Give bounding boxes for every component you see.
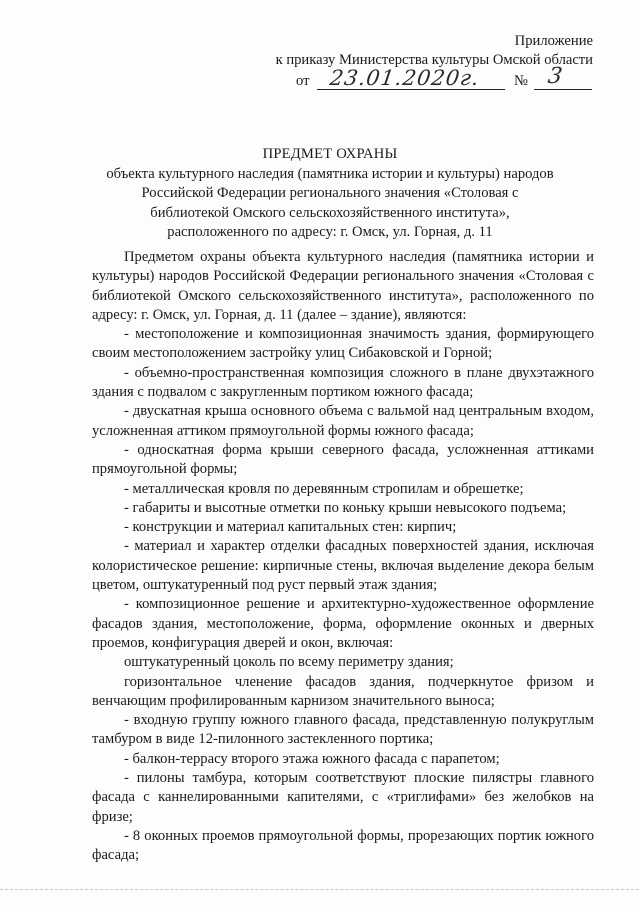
list-item: - двускатная крыша основного объема с вальмой над центральным входом, усложненная аттиком прямоугольной формы южного фасада; xyxy=(92,403,594,439)
list-item: - односкатная форма крыши северного фасада, усложненная аттиками прямоугольной формы; xyxy=(92,441,594,478)
list-item: - 8 оконных проемов прямоугольной формы, прорезающих портик южного фасада; xyxy=(92,827,594,864)
document-body xyxy=(92,248,594,866)
list-item: - металлическая кровля по деревянным стропилам и обрешетке; xyxy=(124,480,524,497)
title-line: Российской Федерации регионального значения «Столовая с xyxy=(141,185,519,201)
list-item: - конструкции и материал капитальных стен: кирпич; xyxy=(124,519,457,536)
order-reference: к приказу Министерства культуры Омской области xyxy=(275,52,593,68)
document-title xyxy=(60,145,600,243)
list-item: - входную группу южного главного фасада, представленную полукруглым тамбуром в виде 12-пилонного застекленного портика; xyxy=(92,712,594,748)
list-subitem: оштукатуренный цоколь по всему периметру здания; xyxy=(124,654,454,671)
title-line: объекта культурного наследия (памятника истории и культуры) народов xyxy=(106,165,554,182)
list-item: - местоположение и композиционная значимость здания, формирующего своим местоположением застройку улиц Сибаковской и Горной; xyxy=(92,326,594,362)
handwritten-date: 23.01.2020г. xyxy=(328,66,482,90)
list-item: - объемно-пространственная композиция сложного в плане двухэтажного здания с подвалом с закругленным портиком южного фасада; xyxy=(92,364,594,401)
number-underline xyxy=(534,89,592,90)
list-subitem: горизонтальное членение фасадов здания, подчеркнутое фризом и венчающим профилированным карнизом значительного выноса; xyxy=(92,673,594,709)
list-item: - габариты и высотные отметки по коньку крыши невысокого подъема; xyxy=(124,499,567,516)
date-prefix: от xyxy=(296,73,310,89)
appendix-label: Приложение xyxy=(514,33,593,49)
handwritten-number: 3 xyxy=(546,64,564,89)
title-main: ПРЕДМЕТ ОХРАНЫ xyxy=(262,146,398,162)
intro-paragraph: Предметом охраны объекта культурного наследия (памятника истории и культуры) народов Российской Федерации регионального значения «Столовая с библиотекой Омского сельскохозяйственного института», расположенного по адресу: г. Омск, ул. Горная, д. 11 (далее – здание), являются: xyxy=(92,249,594,323)
number-prefix: № xyxy=(514,73,528,89)
list-item: - материал и характер отделки фасадных поверхностей здания, исключая колористическое решение: кирпичные стены, включая выделение декора белым цветом, оштукатуренный под руст первый этаж здания; xyxy=(92,538,594,594)
title-line: расположенного по адресу: г. Омск, ул. Горная, д. 11 xyxy=(167,224,493,240)
list-item: - композиционное решение и архитектурно-художественное оформление фасадов здания, местоположение, форма, оформление оконных и дверных проемов, конфигурация дверей и окон, включая: xyxy=(92,596,594,651)
title-line: библиотекой Омского сельскохозяйственного института», xyxy=(150,204,510,221)
list-item: - пилоны тамбура, которым соответствуют плоские пилястры главного фасада с каннелированными капителями, с «триглифами» без желобков на фризе; xyxy=(92,770,594,825)
scan-edge-line xyxy=(0,889,639,890)
list-item: - балкон-террасу второго этажа южного фасада с парапетом; xyxy=(124,750,500,767)
date-number-row xyxy=(296,64,594,93)
